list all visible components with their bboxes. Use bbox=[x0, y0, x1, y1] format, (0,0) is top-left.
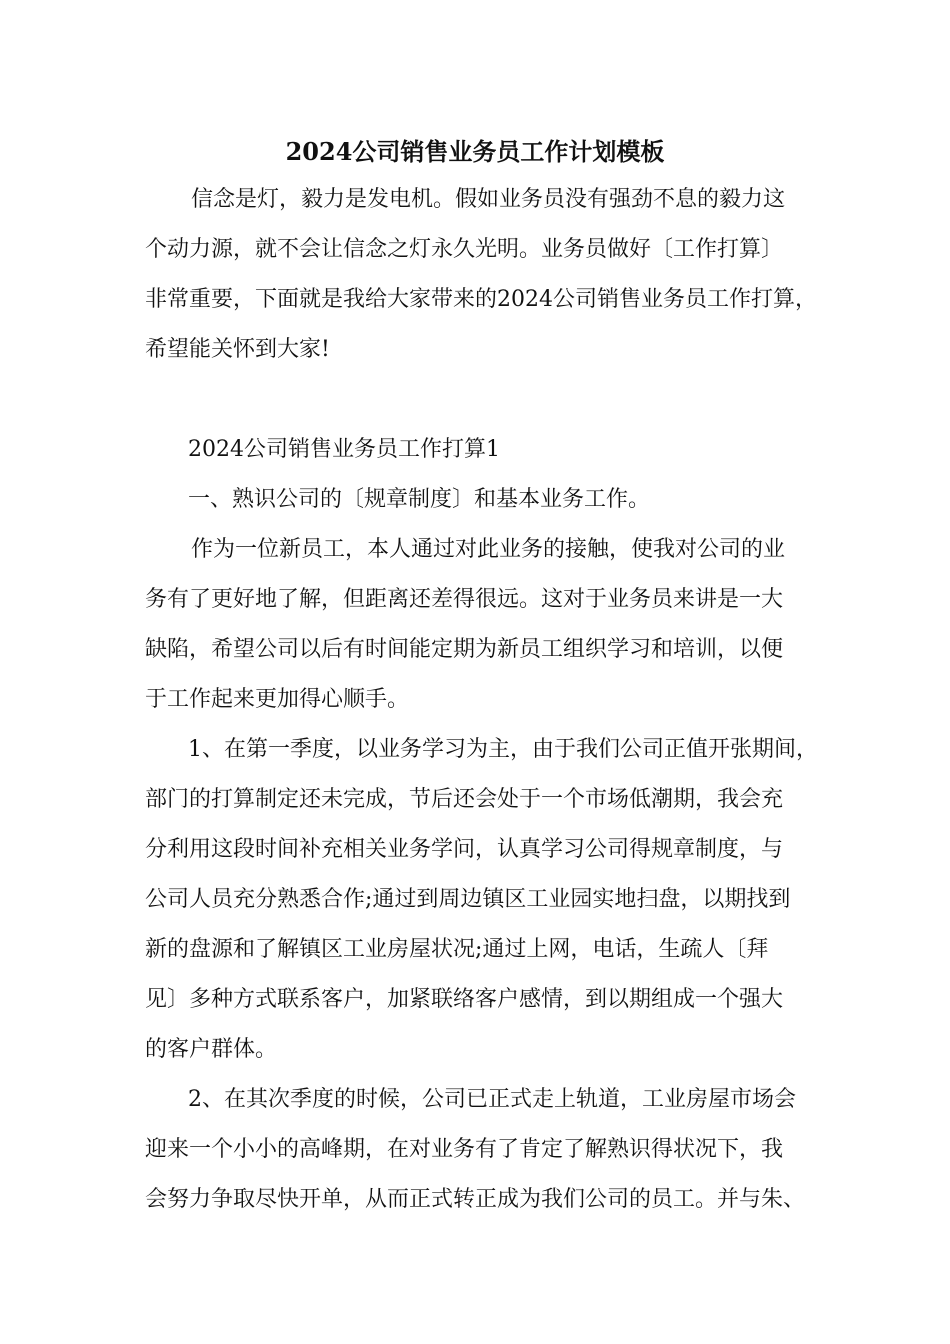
paragraph-line: 见〕多种方式联系客户，加紧联络客户感情，到以期组成一个强大 bbox=[145, 987, 784, 1012]
paragraph-line: 1、在第一季度，以业务学习为主，由于我们公司正值开张期间， bbox=[188, 737, 818, 762]
subsection-heading: 一、熟识公司的〔规章制度〕和基本业务工作。 bbox=[188, 487, 651, 512]
document-title: 2024公司销售业务员工作计划模板 bbox=[285, 137, 665, 166]
paragraph-line: 2、在其次季度的时候，公司已正式走上轨道，工业房屋市场会 bbox=[188, 1087, 796, 1112]
paragraph-line: 非常重要，下面就是我给大家带来的2024公司销售业务员工作打算， bbox=[145, 287, 817, 312]
paragraph-line: 的客户群体。 bbox=[145, 1037, 278, 1062]
paragraph-line: 个动力源，就不会让信念之灯永久光明。业务员做好〔工作打算〕 bbox=[145, 237, 784, 262]
paragraph-line: 公司人员充分熟悉合作;通过到周边镇区工业园实地扫盘，以期找到 bbox=[145, 887, 791, 912]
paragraph-line: 迎来一个小小的高峰期，在对业务有了肯定了解熟识得状况下，我 bbox=[145, 1137, 784, 1162]
paragraph-line: 信念是灯，毅力是发电机。假如业务员没有强劲不息的毅力这 bbox=[191, 187, 786, 212]
paragraph-line: 分利用这段时间补充相关业务学问，认真学习公司得规章制度，与 bbox=[145, 837, 784, 862]
paragraph-line: 新的盘源和了解镇区工业房屋状况;通过上网，电话，生疏人〔拜 bbox=[145, 937, 769, 962]
paragraph-line: 会努力争取尽快开单，从而正式转正成为我们公司的员工。并与朱、 bbox=[145, 1187, 806, 1212]
section-heading: 2024公司销售业务员工作打算1 bbox=[188, 437, 500, 462]
paragraph-line: 部门的打算制定还未完成，节后还会处于一个市场低潮期，我会充 bbox=[145, 787, 784, 812]
paragraph-line: 务有了更好地了解，但距离还差得很远。这对于业务员来讲是一大 bbox=[145, 587, 784, 612]
paragraph-line: 于工作起来更加得心顺手。 bbox=[145, 687, 410, 712]
paragraph-line: 作为一位新员工，本人通过对此业务的接触，使我对公司的业 bbox=[191, 537, 786, 562]
paragraph-line: 缺陷，希望公司以后有时间能定期为新员工组织学习和培训，以便 bbox=[145, 637, 784, 662]
paragraph-line: 希望能关怀到大家! bbox=[145, 337, 330, 362]
